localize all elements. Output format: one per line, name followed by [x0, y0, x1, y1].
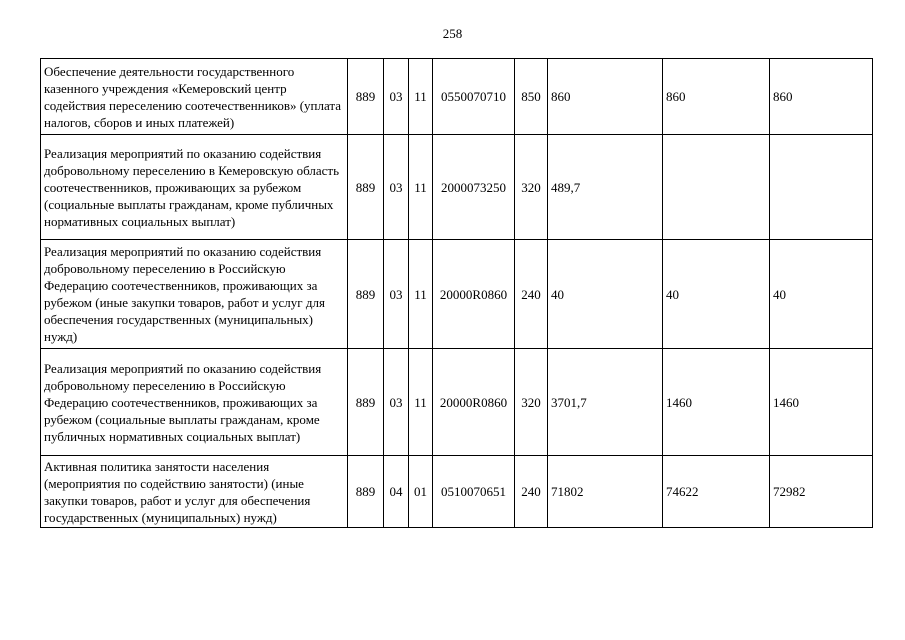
table-row — [41, 349, 873, 456]
subsection-code: 11 — [409, 135, 433, 240]
amount-year-2: 74622 — [663, 456, 770, 528]
expense-type-code: 320 — [515, 349, 548, 456]
section-code: 03 — [384, 349, 409, 456]
amount-year-1: 71802 — [548, 456, 663, 528]
ministry-code: 889 — [348, 240, 384, 349]
amount-year-1: 860 — [548, 59, 663, 135]
table-row — [41, 135, 873, 240]
section-code: 03 — [384, 59, 409, 135]
amount-year-3 — [770, 135, 873, 240]
amount-year-1: 3701,7 — [548, 349, 663, 456]
table-row — [41, 240, 873, 349]
amount-year-1: 489,7 — [548, 135, 663, 240]
page-number: 258 — [442, 26, 463, 41]
table-row — [41, 456, 873, 528]
amount-year-3: 860 — [770, 59, 873, 135]
ministry-code: 889 — [348, 456, 384, 528]
row-description: Обеспечение деятельности государственного казенного учреждения «Кемеровский центр содействия переселению соотечественников» (уплата налогов, сборов и иных платежей) — [41, 59, 348, 135]
expense-type-code: 320 — [515, 135, 548, 240]
target-article-code: 2000073250 — [433, 135, 515, 240]
expense-type-code: 240 — [515, 240, 548, 349]
subsection-code: 11 — [409, 240, 433, 349]
amount-year-3: 72982 — [770, 456, 873, 528]
subsection-code: 01 — [409, 456, 433, 528]
budget-table — [40, 58, 873, 528]
target-article-code: 20000R0860 — [433, 349, 515, 456]
expense-type-code: 240 — [515, 456, 548, 528]
target-article-code: 20000R0860 — [433, 240, 515, 349]
subsection-code: 11 — [409, 349, 433, 456]
expense-type-code: 850 — [515, 59, 548, 135]
table-row — [41, 59, 873, 135]
row-description: Реализация мероприятий по оказанию содействия добровольному переселению в Российскую Федерацию соотечественников, проживающих за рубежом (иные закупки товаров, работ и услуг для обеспечения государственных (муниципальных) нужд) — [41, 240, 348, 349]
amount-year-2: 1460 — [663, 349, 770, 456]
ministry-code: 889 — [348, 135, 384, 240]
amount-year-3: 1460 — [770, 349, 873, 456]
amount-year-2: 40 — [663, 240, 770, 349]
target-article-code: 0510070651 — [433, 456, 515, 528]
ministry-code: 889 — [348, 349, 384, 456]
subsection-code: 11 — [409, 59, 433, 135]
amount-year-3: 40 — [770, 240, 873, 349]
row-description: Реализация мероприятий по оказанию содействия добровольному переселению в Российскую Федерацию соотечественников, проживающих за рубежом (социальные выплаты гражданам, кроме публичных нормативных социальных выплат) — [41, 349, 348, 456]
row-description: Реализация мероприятий по оказанию содействия добровольному переселению в Кемеровскую область соотечественников, проживающих за рубежом (социальные выплаты гражданам, кроме публичных нормативных социальных выплат) — [41, 135, 348, 240]
row-description: Активная политика занятости населения (мероприятия по содействию занятости) (иные закупки товаров, работ и услуг для обеспечения государственных (муниципальных) нужд) — [41, 456, 348, 528]
ministry-code: 889 — [348, 59, 384, 135]
section-code: 03 — [384, 240, 409, 349]
section-code: 03 — [384, 135, 409, 240]
amount-year-2 — [663, 135, 770, 240]
amount-year-2: 860 — [663, 59, 770, 135]
target-article-code: 0550070710 — [433, 59, 515, 135]
amount-year-1: 40 — [548, 240, 663, 349]
section-code: 04 — [384, 456, 409, 528]
